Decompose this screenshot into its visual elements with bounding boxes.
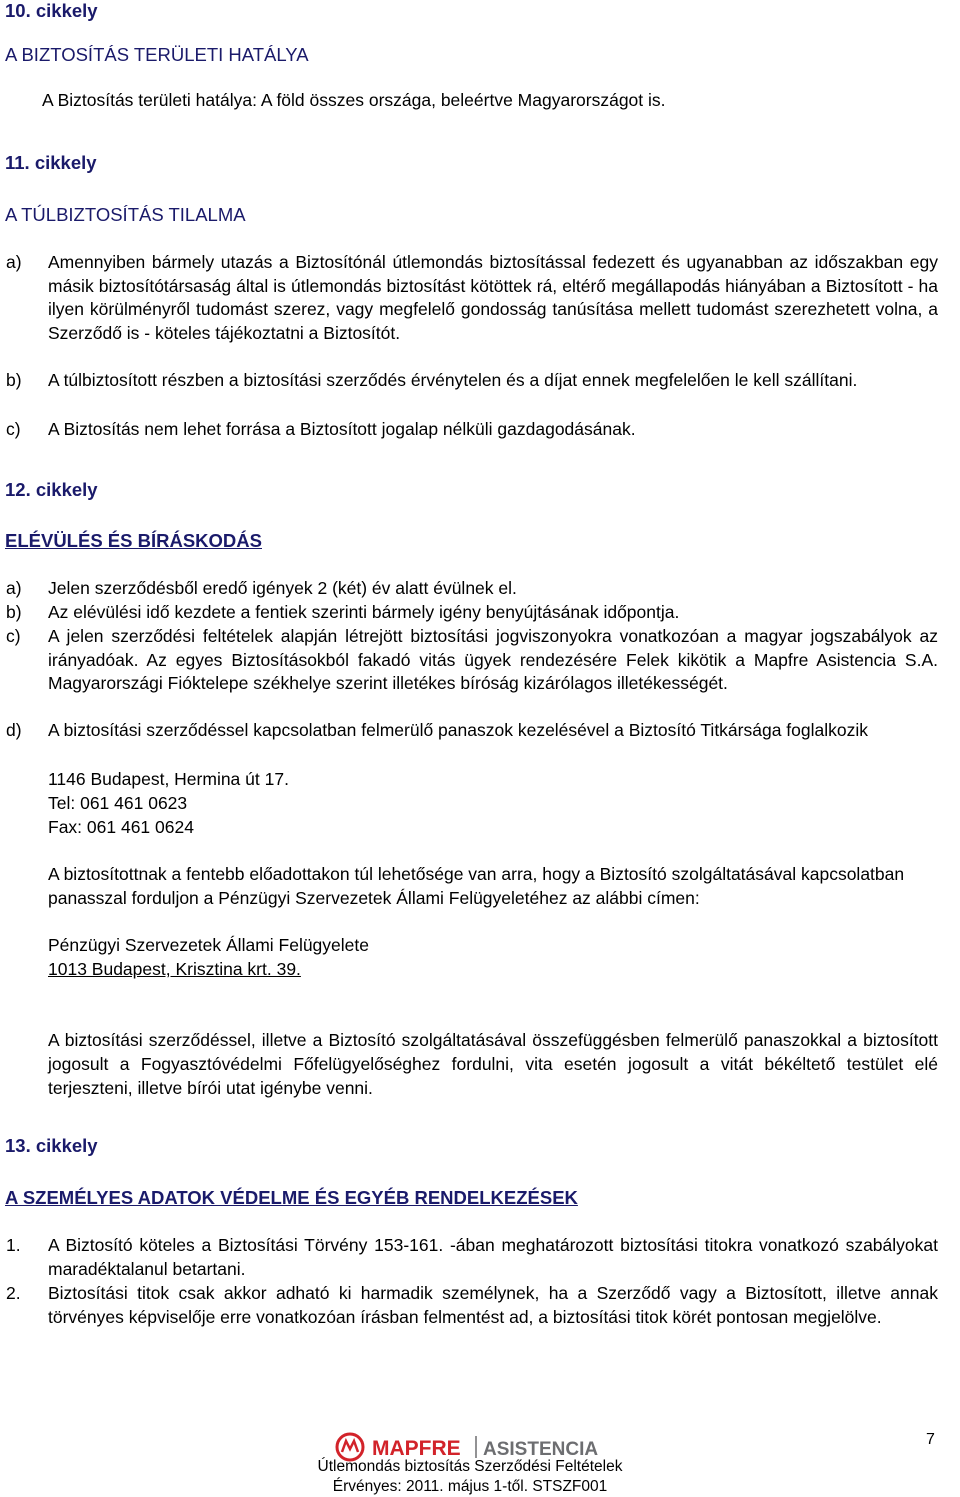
item-label: c) <box>6 419 21 439</box>
section-12-title: ELÉVÜLÉS ÉS BÍRÁSKODÁS <box>5 530 262 551</box>
section-12-item-d <box>6 719 938 743</box>
section-12-item-b <box>6 601 938 625</box>
item-label: c) <box>6 626 21 646</box>
item-label: b) <box>6 370 22 390</box>
item-text: A Biztosítás nem lehet forrása a Biztosított jogalap nélküli gazdagodásának. <box>48 419 636 439</box>
section-11-item-a <box>6 251 938 345</box>
item-text: A jelen szerződési feltételek alapján létrejött biztosítási jogviszonyokra vonatkozóan a magyar jogszabályok az irányadóak. Az egyes Biztosításokból fakadó vitás ügyek rendezésére Felek kikötik a Mapfre Asistencia S.A. Magyarországi Fióktelepe székhelye szerint illetékes bíróság kizárólagos illetékességét. <box>48 626 938 693</box>
section-10-text: A Biztosítás területi hatálya: A föld összes országa, beleértve Magyarországot is. <box>42 90 666 110</box>
item-text: Amennyiben bármely utazás a Biztosítónál útlemondás biztosítással fedezett és ugyanabban az időszakban egy másik biztosítótársaság által is útlemondás biztosítást kötöttek rá, eltérő megállapodás hiányában a Biztosított - ha ilyen körülményről tudomást szerez, vagy megfelelő gondosság tanúsítása mellett tudomást szerezhetett volna, a Szerződő is - köteles tájékoztatni a Biztosítót. <box>48 252 938 343</box>
section-12-heading: 12. cikkely <box>5 479 98 500</box>
section-10-heading: 10. cikkely <box>5 0 98 21</box>
item-text: Jelen szerződésből eredő igények 2 (két) év alatt évülnek el. <box>48 578 517 598</box>
titkarsag-fax: Fax: 061 461 0624 <box>48 817 194 837</box>
item-label: d) <box>6 720 22 740</box>
item-label: b) <box>6 602 22 622</box>
section-13-item-1 <box>6 1234 938 1281</box>
item-text: Az elévülési idő kezdete a fentiek szerinti bármely igény benyújtásának időpontja. <box>48 602 680 622</box>
item-text: A Biztosító köteles a Biztosítási Törvény 153-161. -ában meghatározott biztosítási titokra vonatkozó szabályokat maradéktalanul betartani. <box>48 1235 938 1279</box>
pszaf-name: Pénzügyi Szervezetek Állami Felügyelete <box>48 935 369 955</box>
section-11-item-b <box>6 369 938 393</box>
footer-validity: Érvényes: 2011. május 1-től. STSZF001 <box>332 1478 608 1495</box>
section-11-item-c <box>6 418 938 442</box>
section-13-item-2 <box>6 1282 938 1329</box>
page-number: 7 <box>926 1431 935 1448</box>
pszaf-address: 1013 Budapest, Krisztina krt. 39. <box>48 959 301 979</box>
titkarsag-phone: Tel: 061 461 0623 <box>48 793 188 813</box>
section-11-title: A TÚLBIZTOSÍTÁS TILALMA <box>5 204 246 225</box>
section-12-item-c <box>6 625 938 696</box>
section-11-heading: 11. cikkely <box>5 152 97 173</box>
item-label: a) <box>6 252 22 272</box>
item-label: a) <box>6 578 22 598</box>
pszaf-paragraph: A biztosítottnak a fentebb előadottakon túl lehetősége van arra, hogy a Biztosító szolgáltatásával kapcsolatban panasszal forduljon a Pénzügyi Szervezetek Állami Felügyeletéhez az alábbi címen: <box>48 864 905 908</box>
fogyasztovedelmi-paragraph: A biztosítási szerződéssel, illetve a Biztosító szolgáltatásával összefüggésben felmerülő panaszokkal a biztosított jogosult a Fogyasztóvédelmi Főfelügyelőséghez fordulni, vita esetén jogosult a vitát békéltető testület elé terjeszteni, illetve bírói utat igénybe venni. <box>48 1030 938 1098</box>
pszaf-address-wrap <box>48 957 301 981</box>
item-label: 1. <box>6 1235 21 1255</box>
item-text: A túlbiztosított részben a biztosítási szerződés érvénytelen és a díjat ennek megfelelően le kell szállítani. <box>48 370 858 390</box>
section-13-heading: 13. cikkely <box>5 1135 98 1156</box>
item-label: 2. <box>6 1283 21 1303</box>
footer-document-title: Útlemondás biztosítás Szerződési Feltételek <box>317 1458 623 1475</box>
brand-mapfre: MAPFRE <box>372 1437 461 1460</box>
titkarsag-address: 1146 Budapest, Hermina út 17. <box>48 769 289 789</box>
section-10-title: A BIZTOSÍTÁS TERÜLETI HATÁLYA <box>5 44 309 65</box>
item-text: Biztosítási titok csak akkor adható ki harmadik személynek, ha a Szerződő vagy a Biztosított, illetve annak törvényes képviselője erre vonatkozóan írásban felmentést ad, a biztosítási titok körét pontosan megjelölve. <box>48 1283 938 1327</box>
section-13-title: A SZEMÉLYES ADATOK VÉDELME ÉS EGYÉB RENDELKEZÉSEK <box>5 1187 578 1208</box>
section-12-item-a <box>6 577 938 601</box>
item-text: A biztosítási szerződéssel kapcsolatban felmerülő panaszok kezelésével a Biztosító Titkársága foglalkozik <box>48 720 869 740</box>
brand-asistencia: ASISTENCIA <box>483 1439 599 1460</box>
